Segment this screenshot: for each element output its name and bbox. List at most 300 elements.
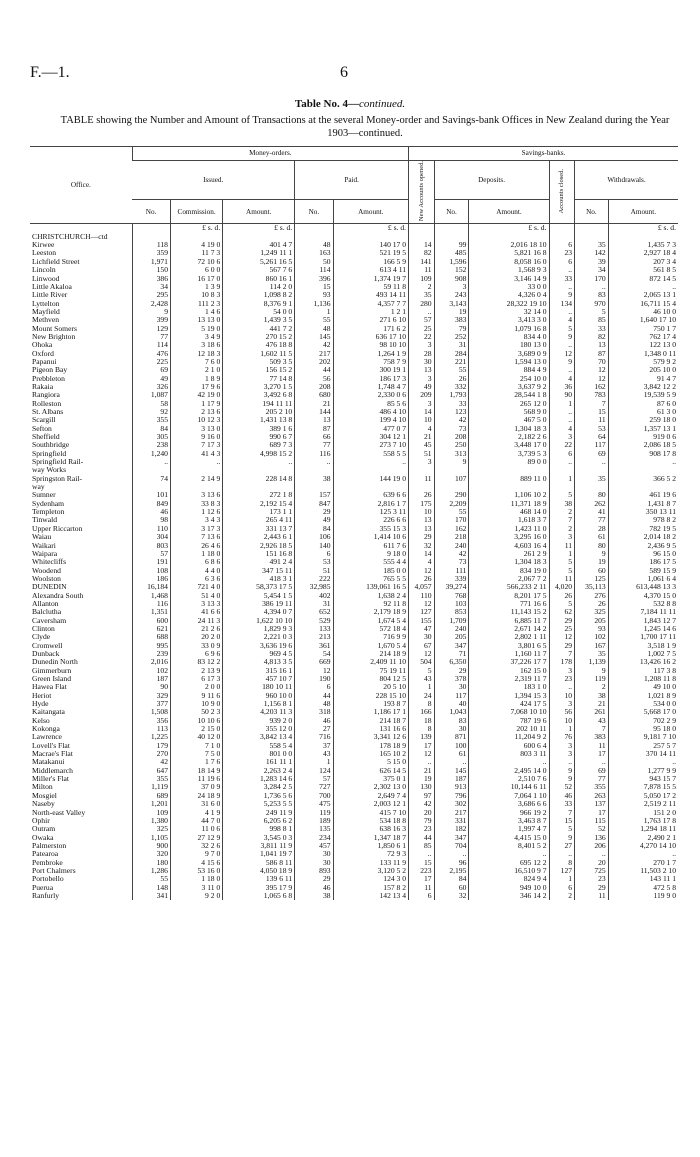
value-cell: 943 15 7: [608, 775, 678, 783]
value-cell: 6: [409, 892, 435, 900]
value-cell: 42: [295, 341, 333, 349]
value-cell: 30: [434, 725, 469, 733]
office-name-cell: Whitecliffs: [32, 558, 67, 567]
value-cell: 28,322 19 10: [469, 300, 549, 308]
office-name-cell: Owaka: [32, 833, 54, 842]
value-cell: 33 8 3: [170, 500, 222, 508]
value-cell: 33: [549, 275, 575, 283]
value-cell: 900: [132, 842, 170, 850]
value-cell: 1 12 6: [170, 508, 222, 516]
value-cell: 100: [434, 742, 469, 750]
table-row: [30, 842, 678, 850]
value-cell: 1: [549, 875, 575, 883]
value-cell: 133: [295, 625, 333, 633]
value-cell: 1,098 8 2: [223, 291, 295, 299]
value-cell: 23: [575, 875, 609, 883]
value-cell: 2,195: [434, 867, 469, 875]
value-cell: 26 4 6: [170, 542, 222, 550]
value-cell: 534 18 8: [333, 817, 409, 825]
table-row: [30, 291, 678, 299]
office-name-cell: Woolston: [32, 574, 61, 583]
value-cell: 9: [575, 550, 609, 558]
value-cell: 193 8 7: [333, 700, 409, 708]
value-cell: 1: [549, 400, 575, 408]
value-cell: 4 4 0: [170, 567, 222, 575]
table-row: [30, 758, 678, 766]
value-cell: 46: [132, 508, 170, 516]
value-cell: 91 4 7: [608, 375, 678, 383]
value-cell: 7 17 3: [170, 441, 222, 449]
value-cell: 223: [409, 867, 435, 875]
value-cell: 355: [132, 416, 170, 424]
value-cell: 265 12 0: [469, 400, 549, 408]
value-cell: 10 8 3: [170, 291, 222, 299]
table-row: [30, 241, 678, 249]
value-cell: 254 10 0: [469, 375, 549, 383]
value-cell: 4: [549, 425, 575, 433]
value-cell: 16 17 0: [170, 275, 222, 283]
value-cell: 939 2 0: [223, 717, 295, 725]
office-name-cell: Patearoa: [32, 850, 59, 859]
value-cell: 23: [549, 249, 575, 257]
value-cell: 3,518 1 9: [608, 642, 678, 650]
table-row: [30, 550, 678, 558]
value-cell: 262: [575, 500, 609, 508]
value-cell: 15: [575, 408, 609, 416]
value-cell: ..: [549, 850, 575, 858]
office-name-cell: Lichfield Street: [32, 257, 80, 266]
value-cell: 2,927 18 4: [608, 249, 678, 257]
value-cell: 1,065 6 8: [223, 892, 295, 900]
office-name-cell: Pembroke: [32, 858, 63, 867]
value-cell: 38: [575, 692, 609, 700]
table-row: [30, 525, 678, 533]
value-cell: 295: [132, 291, 170, 299]
value-cell: 521 19 5: [333, 249, 409, 257]
value-cell: 1,079 16 8: [469, 325, 549, 333]
value-cell: 716: [295, 733, 333, 741]
value-cell: 1: [549, 475, 575, 483]
value-cell: 7,878 15 5: [608, 783, 678, 791]
value-cell: 1,043: [434, 708, 469, 716]
value-cell: 11 7 3: [170, 249, 222, 257]
value-cell: 166: [409, 708, 435, 716]
table-row: [30, 583, 678, 591]
value-cell: 558 5 4: [223, 742, 295, 750]
value-cell: 35: [575, 241, 609, 249]
value-cell: 4 1 9: [170, 809, 222, 817]
value-cell: 3: [409, 458, 435, 466]
value-cell: 205: [575, 617, 609, 625]
value-cell: 12: [409, 567, 435, 575]
value-cell: 7 6 0: [170, 358, 222, 366]
office-name-cell: Ophir: [32, 816, 50, 825]
value-cell: 6,350: [434, 658, 469, 666]
office-name-cell: Springston Rail-: [32, 474, 82, 483]
empty-cell: [132, 224, 170, 233]
table-row: [30, 308, 678, 316]
table-row: [30, 717, 678, 725]
value-cell: 801 0 0: [223, 750, 295, 758]
value-cell: 9: [549, 358, 575, 366]
value-cell: 1,736 5 6: [223, 792, 295, 800]
value-cell: ..: [608, 850, 678, 858]
value-cell: 114 2 0: [223, 283, 295, 291]
value-cell: 995: [132, 642, 170, 650]
value-cell: 2 13 9: [170, 667, 222, 675]
value-cell: 151 16 8: [223, 550, 295, 558]
value-cell: 183 1 0: [469, 683, 549, 691]
value-cell: 48: [295, 241, 333, 249]
value-cell: 42: [409, 800, 435, 808]
value-cell: 186: [132, 575, 170, 583]
office-name-cell: Mount Somers: [32, 324, 77, 333]
value-cell: 261: [575, 708, 609, 716]
value-cell: 29: [295, 508, 333, 516]
value-cell: 908 17 8: [608, 450, 678, 458]
value-cell: 133 11 9: [333, 859, 409, 867]
value-cell: 45: [409, 441, 435, 449]
value-cell: 803 3 11: [469, 750, 549, 758]
value-cell: 56: [295, 375, 333, 383]
value-cell: 30: [409, 633, 435, 641]
value-cell: 90: [132, 683, 170, 691]
value-cell: 1,829 9 3: [223, 625, 295, 633]
office-name-cell: CHRISTCHURCH—ctd: [32, 232, 108, 241]
value-cell: 119 9 0: [608, 892, 678, 900]
value-cell: 87: [295, 425, 333, 433]
value-cell: 261 2 9: [469, 550, 549, 558]
value-cell: 532 8 8: [608, 600, 678, 608]
value-cell: 11: [549, 575, 575, 583]
value-cell: 366 5 2: [608, 475, 678, 483]
value-cell: 5: [549, 491, 575, 499]
currency-unit-cell: £ s. d.: [469, 224, 549, 233]
value-cell: 29: [295, 875, 333, 883]
value-cell: 702 2 9: [608, 717, 678, 725]
value-cell: 40 12 0: [170, 733, 222, 741]
value-cell: 124 3 0: [333, 875, 409, 883]
value-cell: 150: [132, 266, 170, 274]
value-cell: 6: [549, 241, 575, 249]
value-cell: 11: [549, 542, 575, 550]
value-cell: 252: [434, 333, 469, 341]
value-cell: 43: [575, 717, 609, 725]
value-cell: 4: [409, 558, 435, 566]
value-cell: 970: [575, 300, 609, 308]
value-cell: 1 17 9: [170, 400, 222, 408]
value-cell: 5,454 1 5: [223, 592, 295, 600]
value-cell: 486 4 10: [333, 408, 409, 416]
value-cell: 5,050 17 2: [608, 792, 678, 800]
value-cell: 167: [575, 642, 609, 650]
value-cell: 3,842 13 4: [223, 733, 295, 741]
page-number: 6: [340, 64, 348, 81]
value-cell: [575, 233, 609, 241]
office-name-cell: Sumner: [32, 491, 56, 500]
value-cell: 17: [575, 809, 609, 817]
value-cell: 1,594 13 0: [469, 358, 549, 366]
value-cell: 170: [434, 516, 469, 524]
value-cell: [170, 466, 222, 474]
value-cell: 6: [549, 258, 575, 266]
value-cell: 355 15 3: [333, 525, 409, 533]
value-cell: ..: [549, 416, 575, 424]
value-cell: 782 19 5: [608, 525, 678, 533]
value-cell: 347: [434, 834, 469, 842]
value-cell: 39,274: [434, 583, 469, 591]
value-cell: 6: [549, 884, 575, 892]
value-cell: 2 13 6: [170, 408, 222, 416]
value-cell: 214 18 9: [333, 650, 409, 658]
value-cell: 6 9 6: [170, 650, 222, 658]
value-cell: 613 4 11: [333, 266, 409, 274]
value-cell: 2 1 0: [170, 366, 222, 374]
value-cell: ..: [549, 266, 575, 274]
value-cell: [132, 466, 170, 474]
office-name-cell: Middlemarch: [32, 766, 73, 775]
office-name-cell: Springfield: [32, 449, 67, 458]
value-cell: 8,058 16 0: [469, 258, 549, 266]
value-cell: 2,519 2 11: [608, 800, 678, 808]
value-cell: 3: [434, 283, 469, 291]
table-row: [30, 809, 678, 817]
value-cell: 872 14 5: [608, 275, 678, 283]
value-cell: 3,545 0 3: [223, 834, 295, 842]
value-cell: 117: [434, 692, 469, 700]
value-cell: ..: [549, 758, 575, 766]
value-cell: 140: [295, 542, 333, 550]
table-row: [30, 275, 678, 283]
table-row: [30, 316, 678, 324]
value-cell: 1: [295, 308, 333, 316]
value-cell: 758 7 9: [333, 358, 409, 366]
table-row: [30, 892, 678, 900]
value-cell: 2: [575, 683, 609, 691]
value-cell: 12: [409, 650, 435, 658]
office-name-cell: Rangiora: [32, 391, 60, 400]
value-cell: 1,061 6 4: [608, 575, 678, 583]
value-cell: [132, 483, 170, 491]
value-cell: 5: [409, 667, 435, 675]
value-cell: 1 18 0: [170, 875, 222, 883]
value-cell: [469, 466, 549, 474]
col-paid-amount: Amount.: [333, 200, 409, 224]
col-issued-amount: Amount.: [223, 200, 295, 224]
value-cell: 272 1 8: [223, 491, 295, 499]
value-cell: ..: [434, 850, 469, 858]
accounts-closed-label: Accounts closed.: [558, 168, 566, 214]
value-cell: 13,426 16 2: [608, 658, 678, 666]
table-row: [30, 592, 678, 600]
value-cell: 329: [132, 692, 170, 700]
value-cell: 331 13 7: [223, 525, 295, 533]
value-cell: 680: [295, 391, 333, 399]
value-cell: 206: [575, 842, 609, 850]
value-cell: 1,304 18 3: [469, 425, 549, 433]
value-cell: 27 12 9: [170, 834, 222, 842]
value-cell: 1,041 19 7: [223, 850, 295, 858]
value-cell: 80: [575, 491, 609, 499]
office-name-cell: way Works: [32, 466, 67, 475]
value-cell: 1,139: [575, 658, 609, 666]
value-cell: 32 14 0: [469, 308, 549, 316]
value-cell: [295, 466, 333, 474]
value-cell: 190: [295, 675, 333, 683]
value-cell: 1: [549, 725, 575, 733]
value-cell: 273 7 10: [333, 441, 409, 449]
value-cell: 476 18 8: [223, 341, 295, 349]
value-cell: 477 0 7: [333, 425, 409, 433]
value-cell: 6 0 0: [170, 266, 222, 274]
value-cell: 21: [295, 400, 333, 408]
value-cell: 58: [132, 400, 170, 408]
value-cell: 491 2 4: [223, 558, 295, 566]
value-cell: 165 10 2: [333, 750, 409, 758]
value-cell: 225: [132, 358, 170, 366]
col-deposits-amount: Amount.: [469, 200, 549, 224]
value-cell: 355: [575, 783, 609, 791]
value-cell: ..: [608, 283, 678, 291]
value-cell: 1,249 11 1: [223, 249, 295, 257]
value-cell: 396: [295, 275, 333, 283]
value-cell: 93: [295, 291, 333, 299]
value-cell: 98 10 10: [333, 341, 409, 349]
table-caption: TABLE showing the Number and Amount of Transactions at the several Money-order and Savings-bank Offices in New Zealand during the Year 1903—continued.: [60, 115, 670, 139]
value-cell: 238: [132, 441, 170, 449]
currency-unit-cell: £ s. d.: [170, 224, 222, 233]
value-cell: 4,203 11 3: [223, 708, 295, 716]
value-cell: [170, 233, 222, 241]
value-cell: 69: [575, 450, 609, 458]
value-cell: 20 5 10: [333, 683, 409, 691]
office-name-cell: Lyttelton: [32, 299, 60, 308]
value-cell: 1,431 8 7: [608, 500, 678, 508]
value-cell: 7 5 0: [170, 750, 222, 758]
value-cell: 54 0 0: [223, 308, 295, 316]
table-row: [30, 683, 678, 691]
value-cell: 3,686 6 6: [469, 800, 549, 808]
value-cell: 52: [575, 825, 609, 833]
value-cell: 762 17 4: [608, 333, 678, 341]
value-cell: 90: [549, 391, 575, 399]
office-name-cell: Clinton: [32, 624, 55, 633]
value-cell: 144: [295, 408, 333, 416]
value-cell: 265 4 11: [223, 516, 295, 524]
value-cell: 2,926 18 5: [223, 542, 295, 550]
office-name-cell: Waikari: [32, 541, 56, 550]
value-cell: 320: [132, 850, 170, 858]
value-cell: 17: [409, 742, 435, 750]
table-row: [30, 283, 678, 291]
value-cell: 4,357 7 7: [333, 300, 409, 308]
value-cell: 33: [575, 325, 609, 333]
document-reference: F.—1.: [30, 64, 70, 81]
value-cell: 3: [549, 700, 575, 708]
value-cell: 4 19 0: [170, 241, 222, 249]
value-cell: 111: [434, 567, 469, 575]
value-cell: 42 19 0: [170, 391, 222, 399]
value-cell: 11,204 9 2: [469, 733, 549, 741]
value-cell: 1,294 18 11: [608, 825, 678, 833]
value-cell: 82: [409, 249, 435, 257]
value-cell: 95 18 0: [608, 725, 678, 733]
table-row: [30, 333, 678, 341]
value-cell: 148: [132, 884, 170, 892]
value-cell: 209: [409, 391, 435, 399]
value-cell: 1,286: [132, 867, 170, 875]
value-cell: 117: [575, 441, 609, 449]
value-cell: 186 17 3: [333, 375, 409, 383]
value-cell: 21 2 6: [170, 625, 222, 633]
value-cell: 302: [434, 800, 469, 808]
office-name-cell: Tinwald: [32, 516, 58, 525]
value-cell: 187: [132, 675, 170, 683]
value-cell: 803: [132, 542, 170, 550]
value-cell: 978 8 2: [608, 516, 678, 524]
value-cell: 1 3 9: [170, 283, 222, 291]
value-cell: 32: [409, 542, 435, 550]
value-cell: 4 15 6: [170, 859, 222, 867]
value-cell: 600 6 4: [469, 742, 549, 750]
value-cell: 11 19 6: [170, 775, 222, 783]
value-cell: 284: [434, 350, 469, 358]
value-cell: 228 15 10: [333, 692, 409, 700]
value-cell: 9: [575, 667, 609, 675]
value-cell: 960 10 0: [223, 692, 295, 700]
table-row: [30, 266, 678, 274]
value-cell: 42: [434, 550, 469, 558]
office-name-cell: Naseby: [32, 800, 55, 809]
value-cell: 24: [409, 692, 435, 700]
value-cell: 145: [295, 333, 333, 341]
value-cell: 5,821 16 8: [469, 249, 549, 257]
office-name-cell: Macrae's Flat: [32, 750, 73, 759]
value-cell: 139,061 16 5: [333, 583, 409, 591]
value-cell: 185 0 0: [333, 567, 409, 575]
value-cell: 205 2 10: [223, 408, 295, 416]
value-cell: 1,700 17 11: [608, 633, 678, 641]
table-row: [30, 391, 678, 399]
value-cell: 313: [434, 450, 469, 458]
value-cell: 1,622 10 10: [223, 617, 295, 625]
office-name-cell: Little Akaloa: [32, 282, 72, 291]
office-name-cell: Lawrence: [32, 733, 62, 742]
value-cell: 1,348 0 11: [608, 350, 678, 358]
value-cell: 16,510 9 7: [469, 867, 549, 875]
value-cell: 50: [295, 258, 333, 266]
value-cell: 6 3 6: [170, 575, 222, 583]
value-cell: 3: [549, 433, 575, 441]
value-cell: 77: [575, 516, 609, 524]
value-cell: 208: [295, 383, 333, 391]
value-cell: 41 4 3: [170, 450, 222, 458]
value-cell: 21: [575, 700, 609, 708]
value-cell: 4,998 15 2: [223, 450, 295, 458]
col-deposits-no: No.: [434, 200, 469, 224]
value-cell: 1 2 1: [333, 308, 409, 316]
value-cell: 765 5 5: [333, 575, 409, 583]
value-cell: 9: [549, 333, 575, 341]
value-cell: 217: [295, 350, 333, 358]
value-cell: 647: [132, 767, 170, 775]
value-cell: 74: [132, 475, 170, 483]
value-cell: 10: [409, 508, 435, 516]
value-cell: 137: [575, 800, 609, 808]
value-cell: 347 15 11: [223, 567, 295, 575]
value-cell: 38: [295, 892, 333, 900]
value-cell: 99: [434, 241, 469, 249]
